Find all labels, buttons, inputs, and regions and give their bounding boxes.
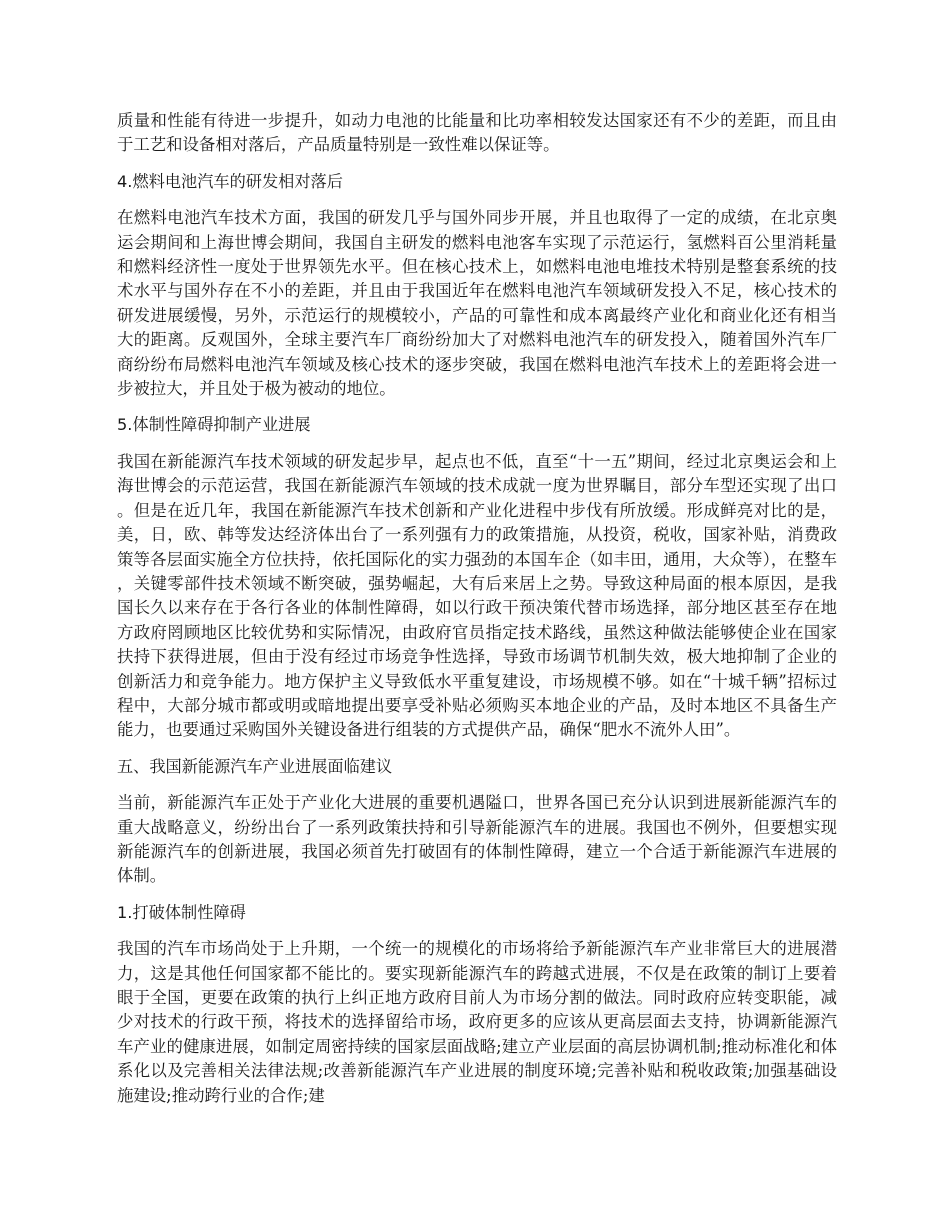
heading-section-five: 五、我国新能源汽车产业进展面临建议 xyxy=(117,756,393,776)
paragraph-break-barriers: 我国的汽车市场尚处于上升期，一个统一的规模化的市场将给予新能源汽车产业非常巨大的进展潜力，这是其他任何国家都不能比的。要实现新能源汽车的跨越式进展，不仅是在政策的制订上要着眼于全国，更要在政策的执行上纠正地方政府目前人为市场分割的做法。同时政府应转变职能，减少对技术的行政干预，将技术的选择留给市场，政府更多的应该从更高层面去支持，协调新能源汽车产业的健康进展，如制定周密持续的国家层面战略;建立产业层面的高层协调机制;推动标准化和体系化以及完善相关法律法规;改善新能源汽车产业进展的制度环境;完善补贴和税收政策;加强基础设施建设;推动跨行业的合作;建 xyxy=(117,939,837,1105)
paragraph-institutional-barriers: 我国在新能源汽车技术领域的研发起步早，起点也不低，直至“十一五”期间，经过北京奥运会和上海世博会的示范运营，我国在新能源汽车领域的技术成就一度为世界瞩目，部分车型还实现了出口。但是在近几年，我国在新能源汽车技术创新和产业化进程中步伐有所放缓。形成鲜亮对比的是，美，日，欧、韩等发达经济体出台了一系列强有力的政策措施，从投资，税收，国家补贴，消费政策等各层面实施全方位扶持，依托国际化的实力强劲的本国车企（如丰田，通用，大众等），在整车，关键零部件技术领域不断突破，强势崛起，大有后来居上之势。导致这种局面的根本原因，是我国长久以来存在于各行各业的体制性障碍，如以行政干预决策代替市场选择，部分地区甚至存在地方政府罔顾地区比较优势和实际情况，由政府官员指定技术路线，虽然这种做法能够使企业在国家扶持下获得进展，但由于没有经过市场竞争性选择，导致市场调节机制失效，极大地抑制了企业的创新活力和竞争能力。地方保护主义导致低水平重复建设，市场规模不够。如在“十城千辆”招标过程中，大部分城市都或明或暗地提出要享受补贴必须购买本地企业的产品，及时本地区不具备生产能力，也要通过采购国外关键设备进行组装的方式提供产品，确保“肥水不流外人田”。 xyxy=(117,451,837,740)
paragraph-current-situation: 当前，新能源汽车正处于产业化大进展的重要机遇隘口，世界各国已充分认识到进展新能源汽车的重大战略意义，纷纷出台了一系列政策扶持和引导新能源汽车的进展。我国也不例外，但要想实现新能源汽车的创新进展，我国必须首先打破固有的体制性障碍，建立一个合适于新能源汽车进展的体制。 xyxy=(117,793,837,886)
heading-institutional-barriers: 5.体制性障碍抑制产业进展 xyxy=(117,415,311,435)
paragraph-battery-quality: 质量和性能有待进一步提升，如动力电池的比能量和比功率相较发达国家还有不少的差距，而且由于工艺和设备相对落后，产品质量特别是一致性难以保证等。 xyxy=(117,111,837,155)
paragraph-fuel-cell: 在燃料电池汽车技术方面，我国的研发几乎与国外同步开展，并且也取得了一定的成绩，在北京奥运会期间和上海世博会期间，我国自主研发的燃料电池客车实现了示范运行，氢燃料百公里消耗量和燃料经济性一度处于世界领先水平。但在核心技术上，如燃料电池电堆技术特别是整套系统的技术水平与国外存在不小的差距，并且由于我国近年在燃料电池汽车领域研发投入不足，核心技术的研发进展缓慢，另外，示范运行的规模较小，产品的可靠性和成本离最终产业化和商业化还有相当大的距离。反观国外，全球主要汽车厂商纷纷加大了对燃料电池汽车的研发投入，随着国外汽车厂商纷纷布局燃料电池汽车领域及核心技术的逐步突破，我国在燃料电池汽车技术上的差距将会进一步被拉大，并且处于极为被动的地位。 xyxy=(117,208,837,399)
document-body xyxy=(117,109,837,1120)
heading-fuel-cell: 4.燃料电池汽车的研发相对落后 xyxy=(117,171,343,191)
heading-break-barriers: 1.打破体制性障碍 xyxy=(117,902,246,922)
